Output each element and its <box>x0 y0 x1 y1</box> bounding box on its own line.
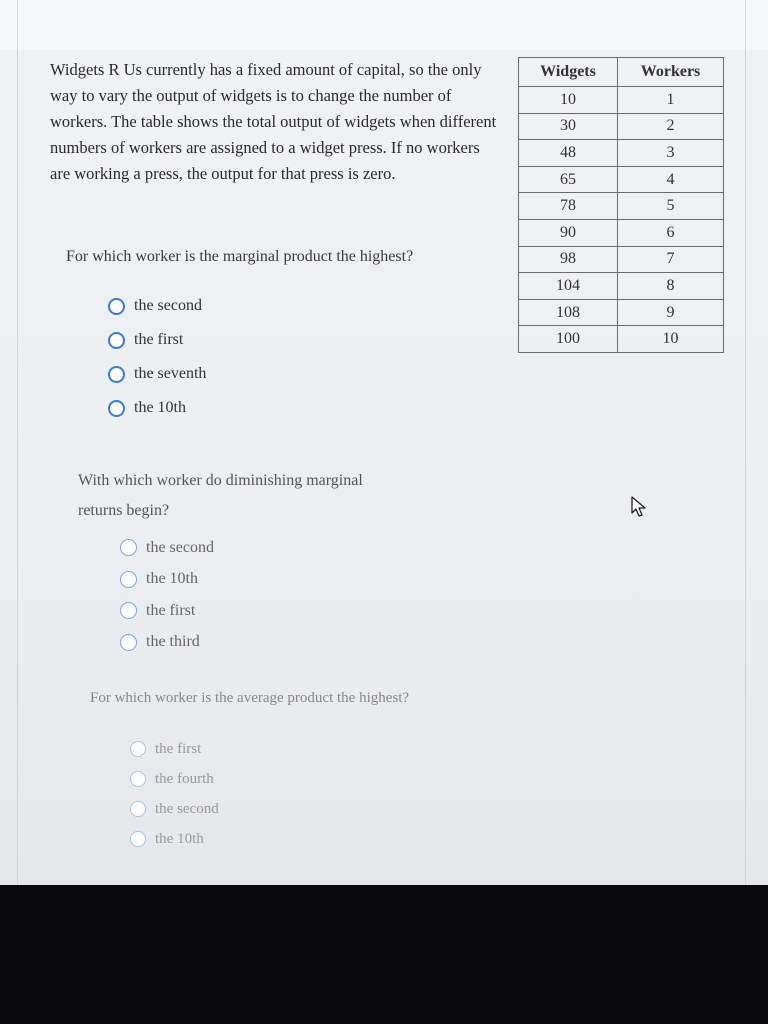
table-cell-workers: 1 <box>618 87 724 114</box>
question-1-option-3[interactable] <box>108 357 206 391</box>
table-header-row <box>519 58 724 87</box>
table-cell-workers: 7 <box>618 246 724 273</box>
option-label: the third <box>146 633 200 651</box>
question-2-option-1[interactable] <box>120 532 214 564</box>
question-1-prompt: For which worker is the marginal product the highest? <box>66 248 414 265</box>
table-cell-workers: 5 <box>618 193 724 220</box>
table-cell-widgets: 30 <box>519 113 618 140</box>
table-cell-workers: 9 <box>618 299 724 326</box>
radio-button-icon[interactable] <box>130 831 146 847</box>
radio-button-icon[interactable] <box>120 539 137 556</box>
table-row <box>519 273 724 300</box>
table-cell-widgets: 10 <box>519 87 618 114</box>
table-cell-widgets: 90 <box>519 219 618 246</box>
option-label: the seventh <box>134 365 207 382</box>
table-row <box>519 246 724 273</box>
radio-button-icon[interactable] <box>120 634 137 651</box>
table-header-workers: Workers <box>618 58 724 87</box>
frame-divider-right <box>745 0 746 885</box>
table-row <box>519 140 724 167</box>
question-3-prompt: For which worker is the average product the highest? <box>90 690 410 706</box>
top-strip <box>0 0 768 50</box>
question-2-option-3[interactable] <box>120 595 214 627</box>
option-label: the second <box>155 800 219 817</box>
table-cell-workers: 4 <box>618 166 724 193</box>
option-label: the second <box>134 297 202 314</box>
radio-button-icon[interactable] <box>130 741 146 757</box>
question-3-option-3[interactable] <box>130 794 219 824</box>
radio-button-icon[interactable] <box>108 332 125 349</box>
question-1-option-4[interactable] <box>108 391 206 425</box>
question-2-option-4[interactable] <box>120 627 214 659</box>
question-1-options <box>108 289 206 425</box>
table-cell-workers: 6 <box>618 219 724 246</box>
question-2-prompt: With which worker do diminishing marginal returns begin? <box>78 472 363 519</box>
table-row <box>519 87 724 114</box>
radio-button-icon[interactable] <box>120 602 137 619</box>
table-cell-widgets: 65 <box>519 166 618 193</box>
option-label: the first <box>134 331 184 348</box>
question-3-option-2[interactable] <box>130 764 219 794</box>
intro-text: Widgets R Us currently has a fixed amount of capital, so the only way to vary the output of widgets is to change the number of workers. The table shows the total output of widgets when different numbers of workers are assigned to a widget press. If no workers are working a press, the output for that press is zero. <box>50 60 497 183</box>
table-cell-widgets: 78 <box>519 193 618 220</box>
option-label: the first <box>155 740 202 757</box>
question-3-option-1[interactable] <box>130 734 219 764</box>
option-label: the 10th <box>134 399 186 416</box>
table-cell-widgets: 104 <box>519 273 618 300</box>
radio-button-icon[interactable] <box>108 298 125 315</box>
table-cell-widgets: 100 <box>519 326 618 353</box>
table-row <box>519 193 724 220</box>
question-3-option-4[interactable] <box>130 824 219 854</box>
table-cell-workers: 8 <box>618 273 724 300</box>
question-2-options <box>120 532 214 658</box>
data-table-container <box>518 57 724 353</box>
question-3-options <box>130 734 219 854</box>
radio-button-icon[interactable] <box>108 366 125 383</box>
widgets-workers-table <box>518 57 724 353</box>
radio-button-icon[interactable] <box>108 400 125 417</box>
table-row <box>519 326 724 353</box>
radio-button-icon[interactable] <box>130 801 146 817</box>
table-cell-widgets: 108 <box>519 299 618 326</box>
table-cell-widgets: 98 <box>519 246 618 273</box>
frame-divider-left <box>17 0 18 885</box>
question-1-option-2[interactable] <box>108 323 206 357</box>
option-label: the second <box>146 538 214 556</box>
table-cell-workers: 2 <box>618 113 724 140</box>
table-row <box>519 299 724 326</box>
table-row <box>519 113 724 140</box>
screen-bezel <box>0 885 768 1024</box>
table-cell-workers: 10 <box>618 326 724 353</box>
table-cell-widgets: 48 <box>519 140 618 167</box>
intro-paragraph <box>50 57 500 187</box>
option-label: the fourth <box>155 770 214 787</box>
question-1-option-1[interactable] <box>108 289 206 323</box>
table-row <box>519 166 724 193</box>
radio-button-icon[interactable] <box>130 771 146 787</box>
question-2-option-2[interactable] <box>120 564 214 596</box>
radio-button-icon[interactable] <box>120 571 137 588</box>
option-label: the 10th <box>146 570 198 588</box>
table-cell-workers: 3 <box>618 140 724 167</box>
option-label: the 10th <box>155 830 204 847</box>
table-header-widgets: Widgets <box>519 58 618 87</box>
table-row <box>519 219 724 246</box>
mouse-pointer-icon <box>630 496 650 518</box>
option-label: the first <box>146 601 196 619</box>
